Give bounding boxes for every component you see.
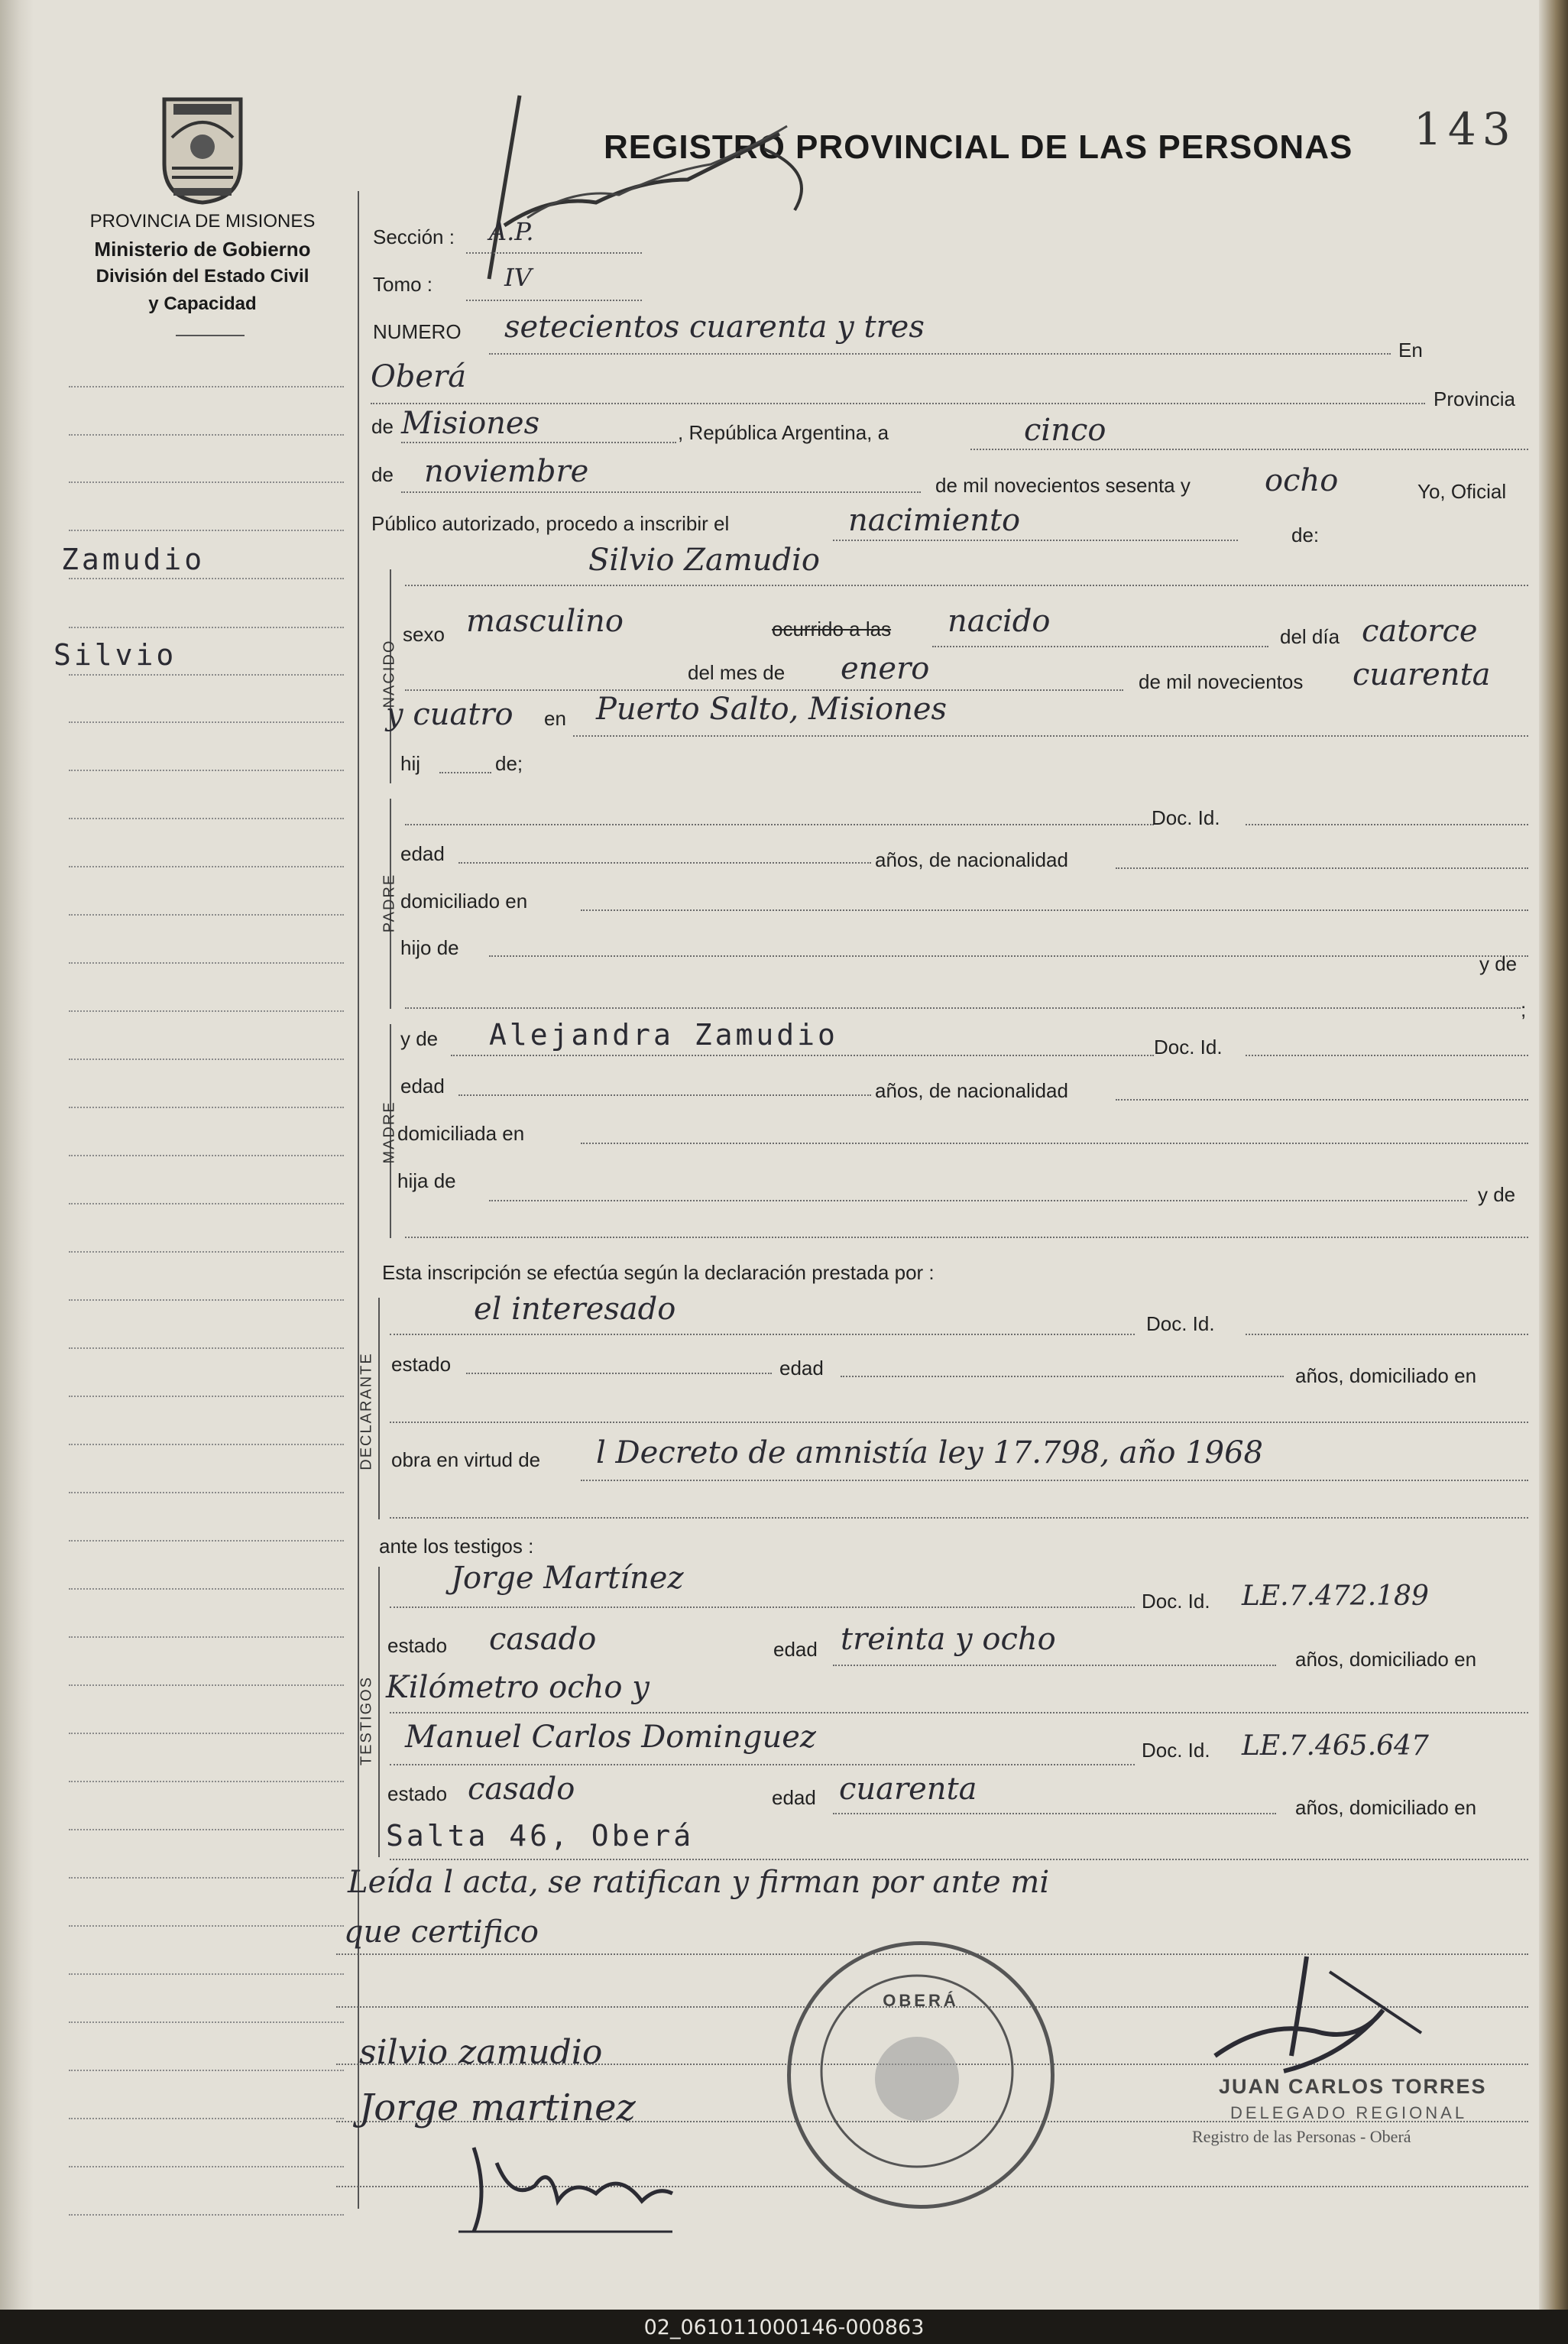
margin-surname: Zamudio: [61, 543, 206, 576]
witness2-edad: cuarenta: [839, 1772, 977, 1807]
padre-edad-label: edad: [400, 842, 445, 865]
de-colon-label: de:: [1291, 524, 1320, 546]
en-nacido-label: en: [544, 707, 566, 730]
padre-doc-label: Doc. Id.: [1152, 806, 1220, 829]
witness1-name: Jorge Martínez: [451, 1561, 684, 1596]
sexo-value: masculino: [466, 604, 624, 639]
madre-hija-label: hija de: [397, 1169, 456, 1192]
official-name: JUAN CARLOS TORRES: [1219, 2075, 1487, 2098]
madre-edad-label: edad: [400, 1075, 445, 1097]
day-value: cinco: [1024, 413, 1106, 448]
witness1-doc-label: Doc. Id.: [1142, 1590, 1210, 1613]
witness1-anios-label: años, domiciliado en: [1295, 1648, 1477, 1671]
witness1-doc: LE.7.472.189: [1242, 1580, 1429, 1612]
witness1-estado-label: estado: [387, 1634, 448, 1657]
madre-name-value: Alejandra Zamudio: [489, 1018, 838, 1052]
anio-value-2: y cuatro: [386, 697, 513, 732]
ocurrido-label: ocurrido a las: [772, 618, 892, 640]
capacity-label: y Capacidad: [148, 293, 257, 314]
numero-value: setecientos cuarenta y tres: [504, 310, 925, 345]
act-type-value: nacimiento: [848, 503, 1021, 538]
mes-label: del mes de: [688, 661, 786, 684]
republica-label: , República Argentina, a: [678, 421, 889, 444]
en-label: En: [1398, 339, 1423, 361]
witness2-doc-label: Doc. Id.: [1142, 1739, 1210, 1762]
witness2-doc: LE.7.465.647: [1242, 1730, 1429, 1762]
declarante-section-label: DECLARANTE: [358, 1352, 375, 1470]
witness1-edad-label: edad: [773, 1638, 818, 1661]
madre-doc-label: Doc. Id.: [1154, 1036, 1223, 1059]
padre-section-label: PADRE: [381, 873, 398, 933]
month-value: noviembre: [424, 454, 589, 489]
madre-yde-label: y de: [400, 1027, 439, 1050]
official-signature-icon: [1100, 1941, 1498, 2094]
image-id-label: 02_061011000146-000863: [643, 2316, 925, 2339]
provincial-crest-icon: [157, 92, 248, 206]
witness2-anios-label: años, domiciliado en: [1295, 1796, 1477, 1819]
declarante-intro: Esta inscripción se efectúa según la declaración prestada por :: [382, 1261, 935, 1284]
seal-graphic-icon: [787, 1941, 1047, 2201]
binding-edge: [0, 0, 34, 2310]
testigos-border: [378, 1567, 380, 1857]
witness2-edad-label: edad: [772, 1786, 816, 1809]
seal-center-text: OBERÁ: [883, 1991, 959, 2010]
declarante-estado-label: estado: [391, 1353, 452, 1376]
hij-label: hij: [400, 752, 421, 775]
obra-label: obra en virtud de: [391, 1448, 541, 1471]
padre-semicolon: ;: [1521, 998, 1527, 1021]
child-name-value: Silvio Zamudio: [588, 543, 820, 578]
madre-domiciliada-label: domiciliada en: [397, 1122, 525, 1145]
tomo-label: Tomo :: [373, 273, 433, 296]
folio-number: 143: [1414, 103, 1517, 155]
year-value: ocho: [1265, 463, 1339, 498]
padre-anios-label: años, de nacionalidad: [875, 848, 1068, 871]
nacido-section-label: NACIDO: [381, 639, 398, 708]
ministry-label: Ministerio de Gobierno: [94, 238, 311, 261]
declarante-border: [378, 1298, 380, 1519]
tomo-value: IV: [504, 263, 532, 292]
padre-domiciliado-label: domiciliado en: [400, 890, 528, 913]
sexo-label: sexo: [403, 623, 445, 646]
declarante-doc-label: Doc. Id.: [1146, 1312, 1215, 1335]
witness1-estado: casado: [489, 1622, 597, 1657]
closing-line-1: Leída l acta, se ratifican y firman por ante mi: [348, 1865, 1050, 1900]
seccion-value: A.P.: [489, 217, 534, 246]
testigos-intro: ante los testigos :: [379, 1535, 534, 1558]
annotation-scribble-icon: [458, 88, 841, 287]
form-left-border: [358, 191, 359, 2209]
yo-label: Yo, Oficial: [1417, 480, 1507, 503]
madre-section-label: MADRE: [381, 1101, 398, 1164]
witness2-name: Manuel Carlos Dominguez: [405, 1720, 816, 1755]
place-value: Oberá: [371, 359, 467, 394]
divider: [176, 335, 245, 336]
province-value: Misiones: [401, 406, 540, 441]
witness2-domicilio: Salta 46, Oberá: [386, 1819, 695, 1853]
page-edge: [1539, 0, 1568, 2310]
signature-2: Jorge martinez: [359, 2086, 636, 2129]
division-label: División del Estado Civil: [96, 266, 309, 287]
issuer-block: [50, 208, 355, 318]
witness1-edad: treinta y ocho: [841, 1622, 1056, 1657]
signature-1: silvio zamudio: [359, 2033, 603, 2072]
padre-yde-label: y de: [1479, 952, 1518, 975]
de-month-label: de: [371, 463, 394, 486]
anio-value-1: cuarenta: [1353, 657, 1491, 692]
signature-3-icon: [443, 2132, 688, 2239]
seccion-label: Sección :: [373, 225, 455, 248]
mil-label: de mil novecientos sesenta y: [935, 474, 1191, 497]
image-id-footer: [0, 2310, 1568, 2344]
publico-label: Público autorizado, procedo a inscribir el: [371, 512, 730, 535]
closing-line-2: que certifico: [344, 1914, 539, 1950]
witness1-domicilio: Kilómetro ocho y: [386, 1670, 650, 1705]
dia-value: catorce: [1362, 614, 1478, 649]
official-title: DELEGADO REGIONAL: [1230, 2103, 1468, 2122]
province-label: PROVINCIA DE MISIONES: [89, 211, 316, 232]
dia-label: del día: [1280, 625, 1340, 648]
provincia-label: Provincia: [1434, 387, 1515, 410]
madre-anios-label: años, de nacionalidad: [875, 1079, 1068, 1102]
margin-given-name: Silvio: [53, 638, 177, 672]
numero-label: NUMERO: [373, 320, 462, 343]
mes-value: enero: [841, 651, 930, 686]
de-label: de: [371, 415, 394, 438]
de-semicolon-label: de;: [495, 752, 523, 775]
obra-value: l Decreto de amnistía ley 17.798, año 1968: [596, 1435, 1263, 1470]
declarante-edad-label: edad: [779, 1357, 824, 1379]
lugar-value: Puerto Salto, Misiones: [596, 692, 948, 727]
declarante-anios-label: años, domiciliado en: [1295, 1364, 1477, 1387]
nacido-value: nacido: [948, 604, 1051, 639]
witness2-estado-label: estado: [387, 1782, 448, 1805]
testigos-section-label: TESTIGOS: [358, 1675, 375, 1766]
declarante-name-value: el interesado: [474, 1292, 676, 1327]
mil-novecientos-label: de mil novecientos: [1139, 670, 1304, 693]
padre-hijo-label: hijo de: [400, 936, 459, 959]
page-title: REGISTRO PROVINCIAL DE LAS PERSONAS: [604, 128, 1353, 166]
madre-yde2-label: y de: [1478, 1183, 1516, 1206]
official-office: Registro de las Personas - Oberá: [1192, 2127, 1411, 2146]
official-seal: [787, 1941, 1055, 2209]
witness2-estado: casado: [468, 1772, 575, 1807]
